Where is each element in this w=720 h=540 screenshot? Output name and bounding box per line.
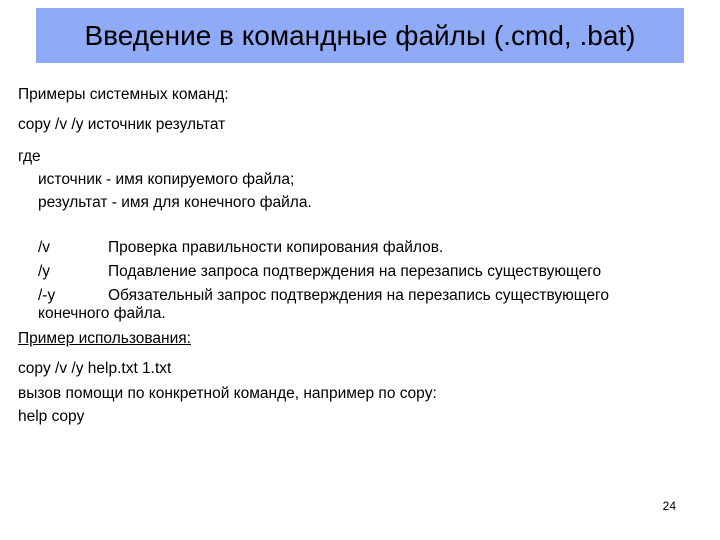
option-key: /-y (38, 287, 56, 304)
option-continuation: конечного файла. (38, 305, 166, 322)
option-desc: Проверка правильности копирования файлов. (108, 239, 444, 256)
option-key: /y (38, 263, 51, 280)
param-source: источник - имя копируемого файла; (38, 171, 295, 188)
where-label: где (18, 148, 41, 165)
option-desc: Подавление запроса подтверждения на перезапись существующего (108, 263, 602, 280)
help-intro: вызов помощи по конкретной команде, например по copy: (18, 385, 437, 402)
option-desc: Обязательный запрос подтверждения на перезапись существующего (108, 287, 609, 304)
option-key: /v (38, 239, 51, 256)
example-heading: Пример использования: (18, 330, 191, 347)
copy-syntax: copy /v /y источник результат (18, 116, 226, 133)
title-banner (36, 8, 684, 63)
param-result: результат - имя для конечного файла. (38, 194, 312, 211)
page-number: 24 (662, 499, 676, 513)
example-command: copy /v /y help.txt 1.txt (18, 360, 172, 377)
help-command: help copy (18, 408, 85, 425)
intro-text: Примеры системных команд: (18, 86, 229, 103)
slide-title: Введение в командные файлы (.cmd, .bat) (84, 19, 636, 51)
